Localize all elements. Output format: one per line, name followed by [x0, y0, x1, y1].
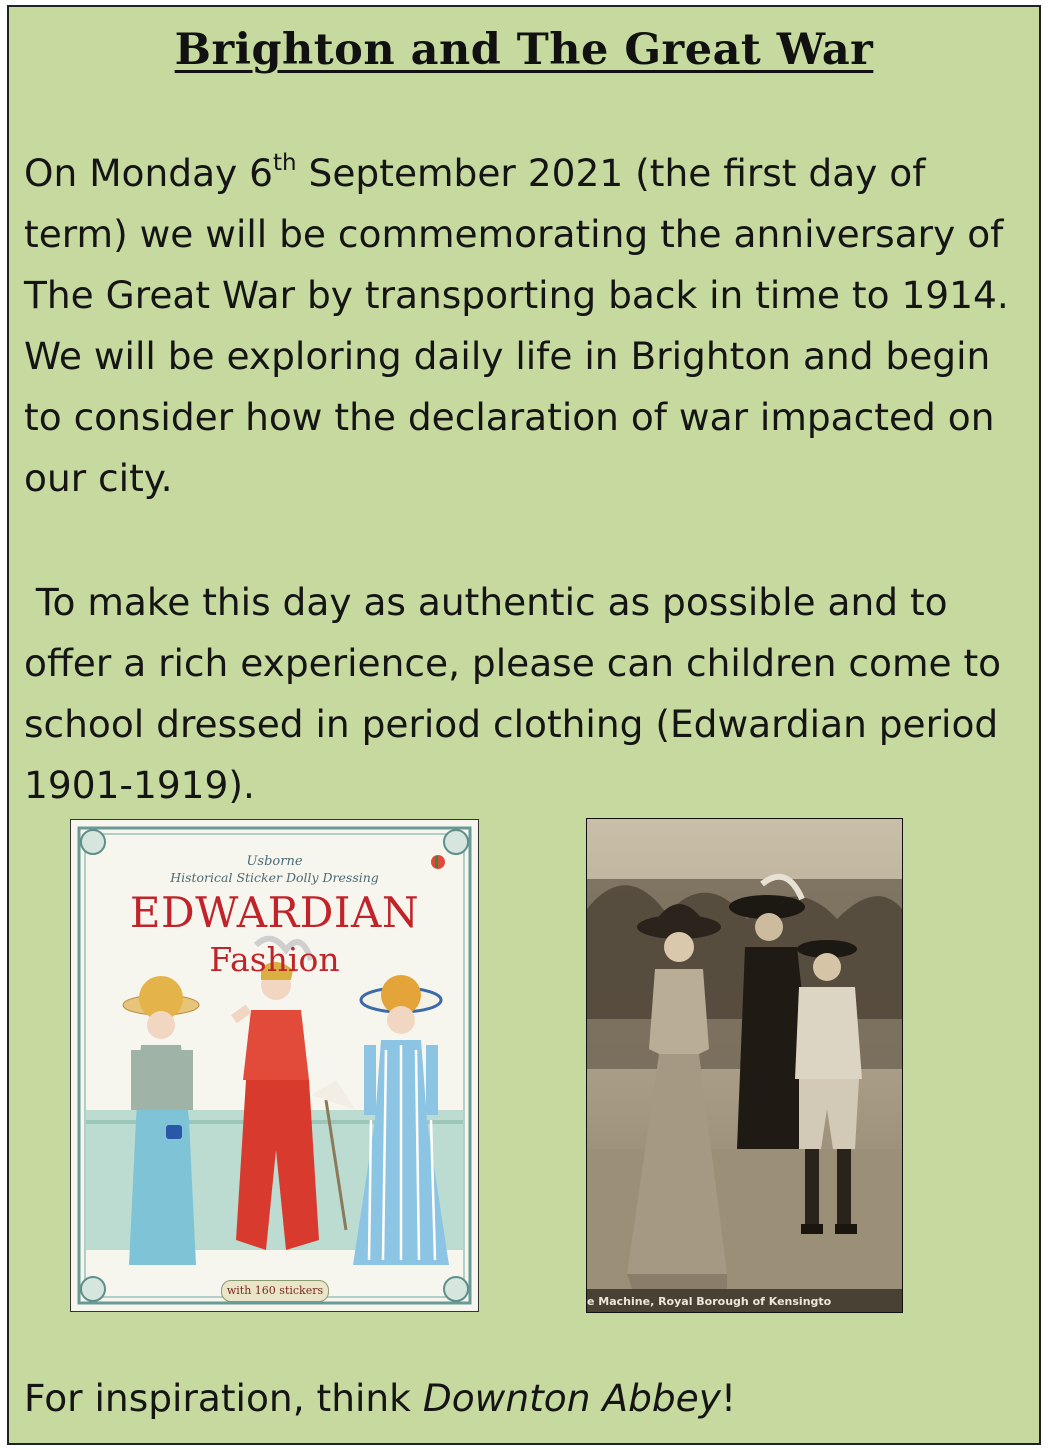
edwardian-photo-illustration	[587, 819, 902, 1312]
request-text: To make this day as authentic as possible and to offer a rich experience, please can children come to school dressed in period clothing (Edwardian period 1901-1919).	[24, 580, 1002, 807]
intro-text-start: On Monday 6	[24, 151, 274, 195]
intro-paragraph	[24, 143, 1034, 509]
closing-text: For inspiration, think	[24, 1376, 423, 1420]
book-title: EDWARDIAN	[129, 888, 420, 937]
request-paragraph	[24, 572, 1034, 816]
book-publisher: Usborne	[246, 854, 303, 869]
book-subtitle: Fashion	[209, 940, 340, 979]
intro-superscript: th	[273, 150, 297, 176]
closing-end: !	[720, 1376, 736, 1420]
edwardian-photo	[586, 818, 903, 1313]
page-title: Brighton and The Great War	[174, 25, 874, 75]
photo-credit: e Machine, Royal Borough of Kensingto	[587, 1295, 832, 1308]
book-sticker-badge: with 160 stickers	[221, 1280, 329, 1302]
closing-line	[24, 1373, 736, 1423]
intro-text-end: September 2021 (the first day of term) we will be commemorating the anniversary of The Great War by transporting back in time to 1914. We will be exploring daily life in Brighton and begin to consider how the declaration of war impacted on our city.	[24, 151, 1009, 500]
book-series: Historical Sticker Dolly Dressing	[170, 870, 379, 885]
book-cover-image	[70, 819, 479, 1312]
closing-emphasis: Downton Abbey	[422, 1376, 721, 1420]
